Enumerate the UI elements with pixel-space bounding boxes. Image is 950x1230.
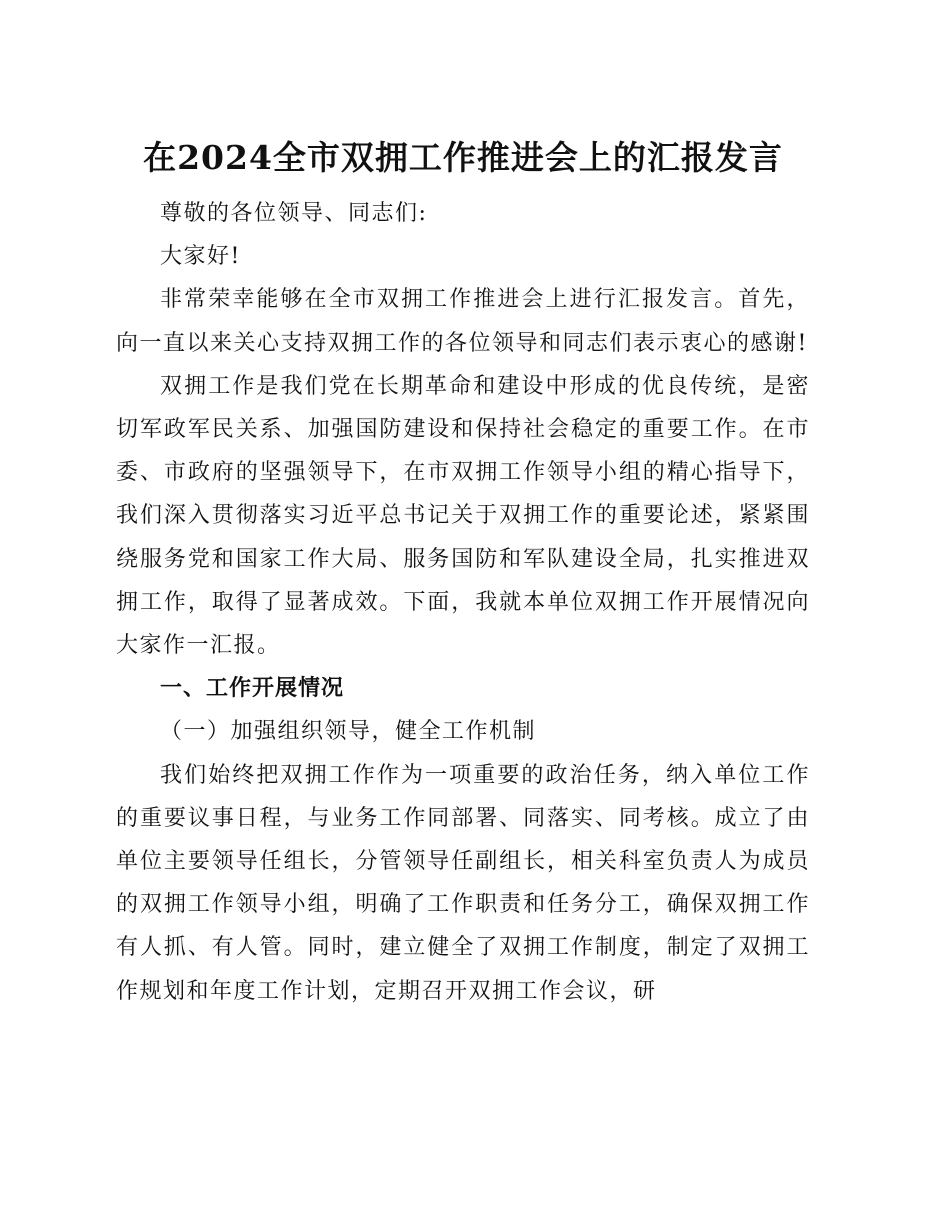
salutation: 尊敬的各位领导、同志们: <box>160 201 428 226</box>
intro-paragraph: 非常荣幸能够在全市双拥工作推进会上进行汇报发言。首先，向一直以来关心支持双拥工作的各位领导和同志们表示衷心的感谢! <box>116 287 810 356</box>
background-paragraph: 双拥工作是我们党在长期革命和建设中形成的优良传统，是密切军政军民关系、加强国防建设和保持社会稳定的重要工作。在市委、市政府的坚强领导下，在市双拥工作领导小组的精心指导下，我们深入贯彻落实习近平总书记关于双拥工作的重要论述，紧紧围绕服务党和国家工作大局、服务国防和军队建设全局，扎实推进双拥工作，取得了显著成效。下面，我就本单位双拥工作开展情况向大家作一汇报。 <box>116 373 810 659</box>
subsection-heading: （一）加强组织领导，健全工作机制 <box>160 719 537 745</box>
greeting: 大家好! <box>160 244 241 270</box>
document-body <box>116 130 810 1013</box>
subsection-paragraph: 我们始终把双拥工作作为一项重要的政治任务，纳入单位工作的重要议事日程，与业务工作同部署、同落实、同考核。成立了由单位主要领导任组长，分管领导任副组长，相关科室负责人为成员的双拥工作领导小组，明确了工作职责和任务分工，确保双拥工作有人抓、有人管。同时，建立健全了双拥工作制度，制定了双拥工作规划和年度工作计划，定期召开双拥工作会议，研 <box>116 762 810 1004</box>
section-heading: 一、工作开展情况 <box>160 676 345 702</box>
document-title: 在2024全市双拥工作推进会上的汇报发言 <box>143 138 783 177</box>
